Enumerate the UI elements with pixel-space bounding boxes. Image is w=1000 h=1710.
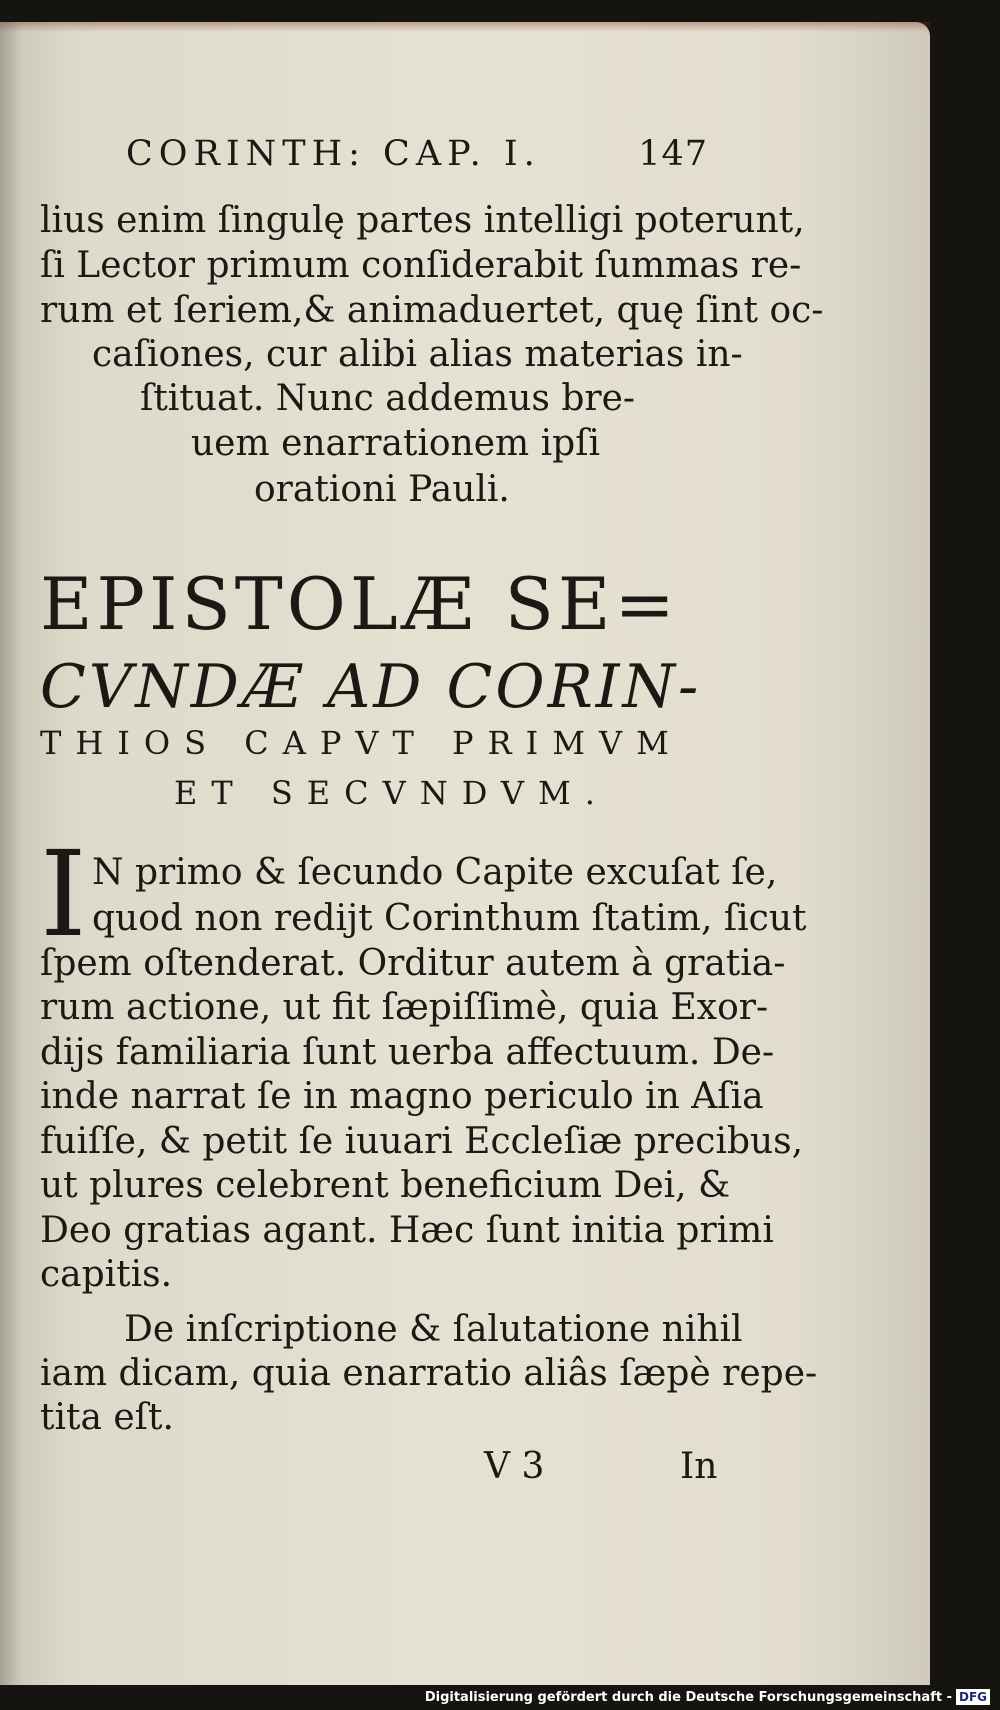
running-head-title: CORINTH: CAP. I. <box>126 134 541 174</box>
body-line: ſpem oſtenderat. Orditur autem à gratia- <box>40 943 786 984</box>
paragraph-line: tita eſt. <box>40 1397 174 1438</box>
intro-line: ſi Lector primum conſiderabit ſummas re- <box>40 245 802 286</box>
paragraph-line: iam dicam, quia enarratio aliâs ſæpè repe- <box>40 1353 818 1394</box>
chapter-heading-line: CVNDÆ AD CORIN- <box>40 652 702 722</box>
body-line: ut plures celebrent beneficium Dei, & <box>40 1165 731 1206</box>
body-line: rum actione, ut fit ſæpiſſimè, quia Exor- <box>40 987 769 1028</box>
intro-line: rum et ſeriem,& animaduertet, quę ſint oc- <box>40 290 824 331</box>
intro-line: lius enim ſingulę partes intelligi poterunt, <box>40 200 805 241</box>
chapter-heading-line: EPISTOLÆ SE= <box>40 562 679 646</box>
page-top-edge <box>0 22 930 32</box>
paragraph-line: De inſcriptione & ſalutatione nihil <box>124 1309 743 1350</box>
body-line: capitis. <box>40 1254 173 1295</box>
body-line: diјs familiaria ſunt uerba affectuum. De- <box>40 1032 775 1073</box>
chapter-heading-line: THIOS CAPVT PRIMVM <box>40 724 683 762</box>
body-line: quod non rediјt Corinthum ſtatim, ſicut <box>92 898 807 939</box>
page-number: 147 <box>638 134 708 174</box>
intro-line: orationi Pauli. <box>254 469 510 510</box>
catchword: In <box>680 1446 718 1487</box>
running-head <box>126 134 708 184</box>
intro-line: caſiones, cur alibi alias materias in- <box>92 334 743 375</box>
credit-text: Digitalisierung gefördert durch die Deutsche Forschungsgemeinschaft - <box>424 1690 952 1705</box>
signature-mark: V 3 <box>484 1446 545 1487</box>
dfg-logo: DFG <box>956 1689 990 1705</box>
body-line: fuiſſe, & petit ſe iuuari Eccleſiæ precibus, <box>40 1121 804 1162</box>
book-page <box>0 22 930 1685</box>
intro-line: ſtituat. Nunc addemus bre- <box>140 378 636 419</box>
gutter-shadow <box>0 22 22 1685</box>
body-line: N primo & ſecundo Capite excuſat ſe, <box>92 852 778 893</box>
body-line: Deo gratias agant. Hæc ſunt initia primi <box>40 1210 774 1251</box>
intro-line: uem enarrationem ipſi <box>191 423 601 464</box>
body-line: inde narrat ſe in magno periculo in Aſia <box>40 1076 764 1117</box>
chapter-heading-line: ET SECVNDVM. <box>174 774 609 812</box>
drop-cap: I <box>40 825 87 963</box>
digitization-credit <box>425 1688 990 1708</box>
